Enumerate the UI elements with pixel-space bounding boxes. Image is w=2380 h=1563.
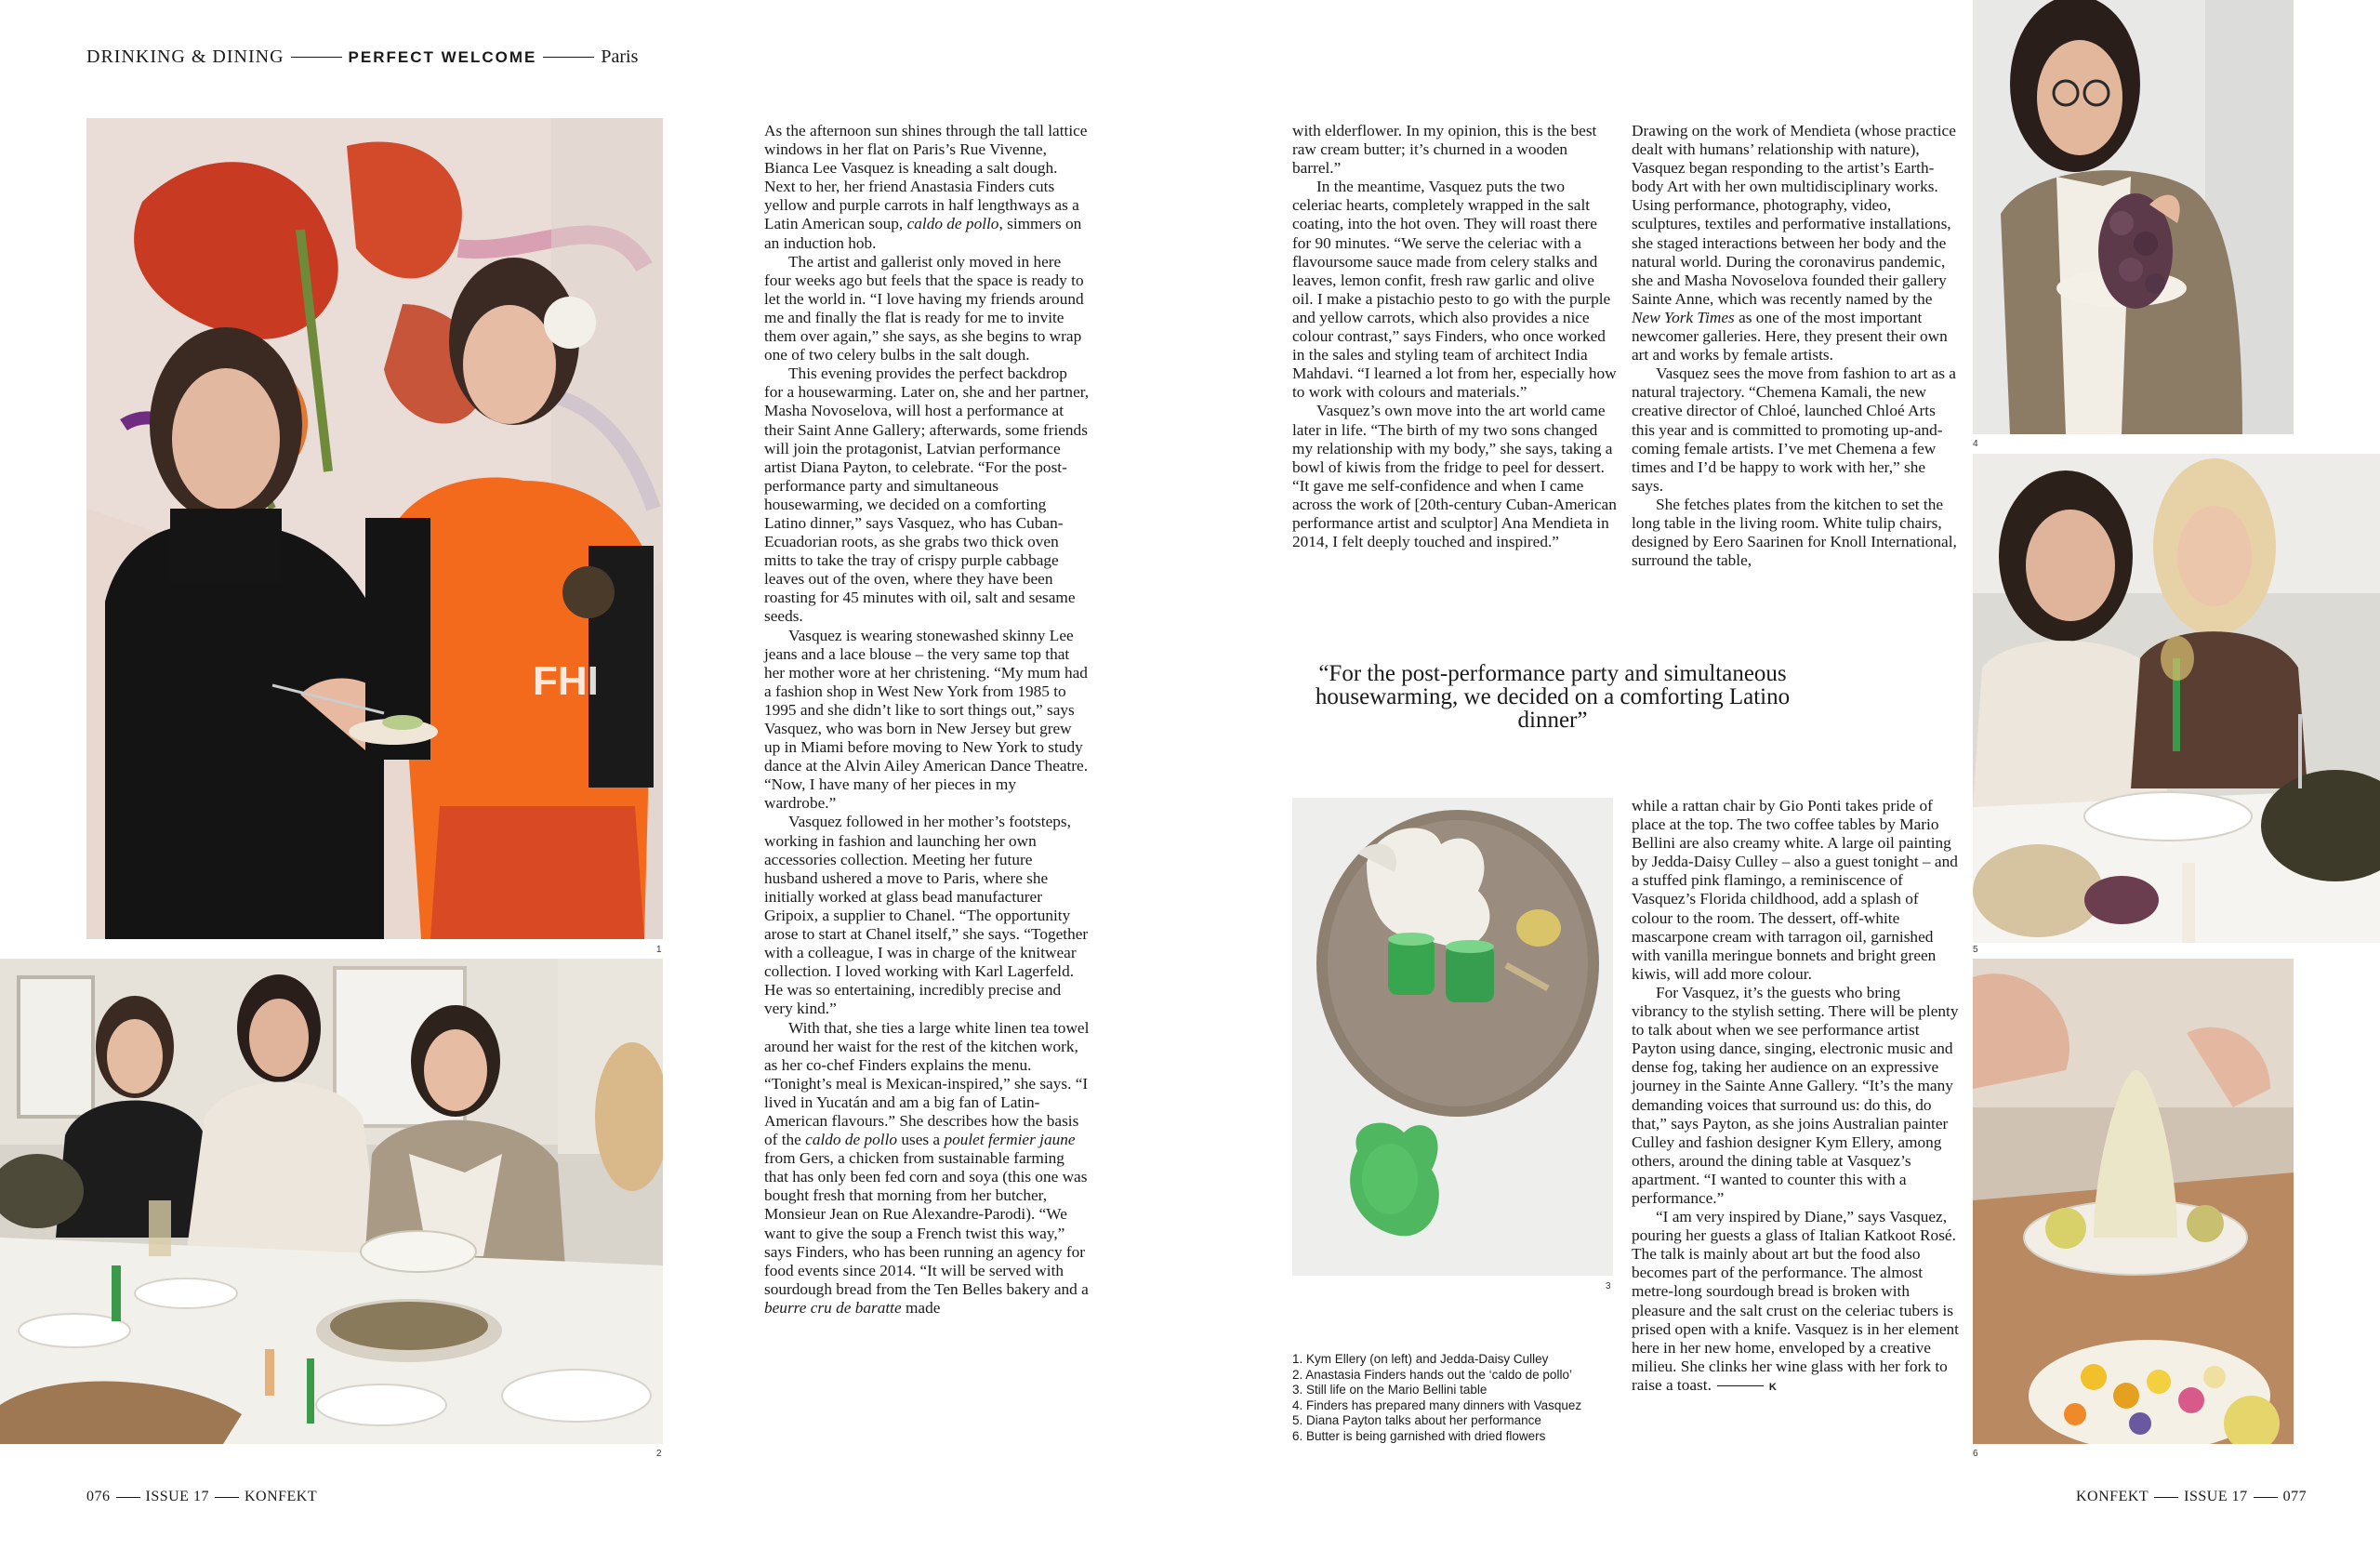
text-run: with elderflower. In my opinion, this is the best raw cream butter; it’s churned in a wooden barrel.” [1292, 122, 1597, 178]
header-rule [291, 57, 342, 58]
photo-5 [1973, 454, 2380, 943]
text-run: Vasquez sees the move from fashion to art as a natural trajectory. “Chemena Kamali, the new creative director of Chloé, launched Chloé Arts this year and is committed to promoting up-and-coming female artists. I’ve met Chemena a few times and I’d be happy to work with her,” she says. [1632, 364, 1956, 495]
article-column-3 [1632, 122, 1959, 570]
text-run: while a rattan chair by Gio Ponti takes pride of place at the top. The two coffee tables by Mario Bellini are also creamy white. A large oil painting by Jedda-Daisy Culley – also a guest tonight – and a stuffed pink flamingo, a reminiscence of Vasquez’s Florida childhood, add a splash of colour to the room. The dessert, off-white mascarpone cream with tarragon oil, garnished with vanilla meringue bonnets and bright green kiwis, will add more colour. [1632, 797, 1958, 983]
header-rule [543, 57, 594, 58]
paragraph [764, 627, 1090, 814]
photo-6 [1973, 959, 2294, 1444]
end-rule [1717, 1385, 1764, 1386]
paragraph [764, 1019, 1090, 1318]
caption-item: 6. Butter is being garnished with dried flowers [1292, 1428, 1546, 1443]
text-run: “I am very inspired by Diane,” says Vasquez, pouring her guests a glass of Italian Katkoot Rosé. The talk is mainly about art but the food also becomes part of the performance. The almost metre-long sourdough bread is broken with pleasure and the salt crust on the celeriac tubers is prised open with a knife. Vasquez is in her element here in her new home, enveloped by a creative milieu. She clinks her wine glass with her fork to raise a toast. [1632, 1208, 1959, 1394]
footer-rule [2154, 1497, 2178, 1498]
photo-number: 2 [656, 1449, 662, 1459]
paragraph [1292, 402, 1618, 551]
text-run: from Gers, a chicken from sustainable farming that has only been fed corn and soya (this one was bought fresh that morning from her butcher, Monsieur Jean on Rue Alexandre-Parodi). “We want to give the soup a French twist this way,” says Finders, who has been running an agency for food events since 2014. “It will be served with sourdough bread from the Ten Belles bakery and a [764, 1149, 1089, 1298]
caption-item: 4. Finders has prepared many dinners with Vasquez [1292, 1397, 1582, 1412]
paragraph [1632, 122, 1959, 364]
text-run: made [901, 1298, 941, 1317]
text-run: Vasquez’s own move into the art world came later in life. “The birth of my two sons changed my relationship with my body,” she says, taking a bowl of kiwis from the fridge to peel for dessert. “It gave me self-confidence and when I came across the work of [20th-century Cuban-American performance artist and sculptor] Ana Mendieta in 2014, I felt deeply touched and inspired.” [1292, 402, 1617, 551]
italic-run: poulet fermier jaune [944, 1131, 1076, 1149]
text-run: as one of the most important newcomer galleries. Here, they present their own art and works by female artists. [1632, 308, 1948, 364]
photo-number: 1 [656, 945, 662, 955]
caption-item: 1. Kym Ellery (on left) and Jedda-Daisy Culley [1292, 1352, 1549, 1366]
text-run: This evening provides the perfect backdrop for a housewarming. Later on, she and her partner, Masha Novoselova, will host a performance at their Saint Anne Gallery; afterwards, some friends will join the protagonist, Latvian performance artist Diana Payton, to celebrate. “For the post-performance party and simultaneous housewarming, we decided on a comforting Latino dinner,” says Vasquez, who has Cuban-Ecuadorian roots, as she grabs two thick oven mitts to take the tray of crispy purple cabbage leaves out of the oven, where they have been roasting for 45 minutes with oil, salt and sesame seeds. [764, 364, 1090, 626]
text-run: In the meantime, Vasquez puts the two celeriac hearts, completely wrapped in the salt coating, into the hot oven. They will roast there for 90 minutes. “We serve the celeriac with a flavoursome sauce made from celery stalks and leaves, lemon confit, fresh raw garlic and olive oil. I make a pistachio pesto to go with the purple and yellow carrots, which also provides a nice colour contrast,” says Finders, who once worked in the sales and styling team of architect India Mahdavi. “I learned a lot from her, especially how to work with colours and materials.” [1292, 178, 1617, 402]
photo-4 [1973, 0, 2294, 434]
text-run: For Vasquez, it’s the guests who bring vibrancy to the stylish setting. There will be plenty to talk about when we see performance artist Payton using dance, singing, electronic music and dense fog, taking her audience on an expressive journey in the Sainte Anne Gallery. “It’s the many demanding voices that surround us: do this, do that,” says Payton, as she joins Australian painter Culley and fashion designer Kym Ellery, among others, around the dining table at Vasquez’s apartment. “I wanted to counter this with a performance.” [1632, 983, 1959, 1207]
italic-run: caldo de pollo [906, 215, 999, 233]
paragraph [1292, 122, 1618, 178]
paragraph [1632, 984, 1959, 1208]
text-run: As the afternoon sun shines through the tall lattice windows in her flat on Paris’s Rue Vivenne, Bianca Lee Vasquez is kneading a salt dough. Next to her, her friend Anastasia Finders cuts yellow and purple carrots in half lengthways as a Latin American soup, [764, 122, 1088, 233]
paragraph [1632, 797, 1959, 984]
issue-label: ISSUE 17 [145, 1489, 209, 1504]
text-run: Vasquez is wearing stonewashed skinny Lee jeans and a lace blouse – the very same top that her mother wore at her christening. “My mum had a fashion shop in West New York from 1985 to 1995 and she didn’t like to sort things out,” says Vasquez, who was born in New Jersey but grew up in Miami before moving to New York to study dance at the Alvin Ailey American Dance Theatre. “Now, I have many of her pieces in my wardrobe.” [764, 626, 1089, 813]
paragraph [764, 364, 1090, 626]
running-header [86, 46, 638, 68]
footer-rule [116, 1497, 140, 1498]
section-label: DRINKING & DINING [86, 46, 284, 67]
caption-item: 5. Diana Payton talks about her performance [1292, 1413, 1541, 1428]
italic-run: New York Times [1632, 308, 1735, 326]
photo-number: 4 [1973, 439, 1978, 449]
text-run: With that, she ties a large white linen tea towel around her waist for the rest of the kitchen work, as her co-chef Finders explains the menu. “Tonight’s meal is Mexican-inspired,” she says. “I lived in Yucatán and am a big fan of Latin-American flavours.” She describes how the basis of the [764, 1018, 1090, 1149]
photo-number: 6 [1973, 1449, 1978, 1459]
article-column-2 [1292, 122, 1618, 551]
page-number: 077 [2282, 1489, 2307, 1504]
magazine-name: KONFEKT [244, 1489, 318, 1504]
paragraph [764, 253, 1090, 365]
magazine-name: KONFEKT [2076, 1489, 2149, 1504]
text-run: She fetches plates from the kitchen to set the long table in the living room. White tulip chairs, designed by Eero Saarinen for Knoll International, surround the table, [1632, 495, 1957, 570]
paragraph [1292, 178, 1618, 402]
paragraph [1632, 496, 1959, 570]
footer-left [86, 1489, 317, 1505]
paragraph [1632, 364, 1959, 496]
pull-quote: “For the post-performance party and simultaneous housewarming, we decided on a comforting Latino dinner” [1315, 661, 1791, 733]
paragraph [764, 813, 1090, 1018]
text-run: Vasquez followed in her mother’s footsteps, working in fashion and launching her own accessories collection. Meeting her future husband ushered a move to Paris, where she initially worked at glass bead manufacturer Gripoix, a supplier to Chanel. “The opportunity arose to start at Chanel itself,” she says. “Together with a colleague, I was in charge of the knitwear collection. I loved working with Karl Lagerfeld. He was so entertaining, incredibly precise and very kind.” [764, 813, 1089, 1018]
footer-rule [2254, 1497, 2278, 1498]
photo-captions [1292, 1352, 1627, 1445]
page-number: 076 [86, 1489, 111, 1504]
text-run: , simmers on an induction hob. [764, 215, 1082, 252]
text-run: uses a [897, 1131, 945, 1149]
end-mark: K [1768, 1381, 1777, 1393]
svg-text:FHI: FHI [533, 658, 599, 704]
photo-number: 5 [1973, 945, 1978, 955]
footer-rule [215, 1497, 239, 1498]
text-run: The artist and gallerist only moved in here four weeks ago but feels that the space is ready to let the world in. “I love having my friends around me and finally the flat is ready for me to invite them over again,” she says, as she begins to wrap one of two celery bulbs in the salt dough. [764, 252, 1084, 364]
text-run: Drawing on the work of Mendieta (whose practice dealt with humans’ relationship with nature), Vasquez began responding to the artist’s Earth-body Art with her own multidisciplinary works. Using performance, photography, video, sculptures, textiles and performative installations, she staged interactions between her body and the natural world. During the coronavirus pandemic, she and Masha Novoselova founded their gallery Sainte Anne, which was recently named by the [1632, 122, 1956, 308]
caption-item: 2. Anastasia Finders hands out the ‘caldo de pollo’ [1292, 1367, 1572, 1382]
article-column-4 [1632, 797, 1959, 1397]
issue-label: ISSUE 17 [2184, 1489, 2248, 1504]
city-label: Paris [601, 46, 639, 67]
paragraph [1632, 1208, 1959, 1397]
photo-1 [86, 118, 663, 939]
article-title: PERFECT WELCOME [348, 47, 537, 66]
italic-run: beurre cru de baratte [764, 1298, 902, 1317]
italic-run: caldo de pollo [805, 1131, 898, 1149]
footer-right [2076, 1489, 2307, 1505]
photo-3 [1292, 798, 1613, 1276]
photo-number: 3 [1606, 1281, 1611, 1291]
caption-item: 3. Still life on the Mario Bellini table [1292, 1383, 1488, 1397]
article-column-1 [764, 122, 1090, 1318]
photo-2 [0, 959, 663, 1444]
paragraph [764, 122, 1090, 253]
